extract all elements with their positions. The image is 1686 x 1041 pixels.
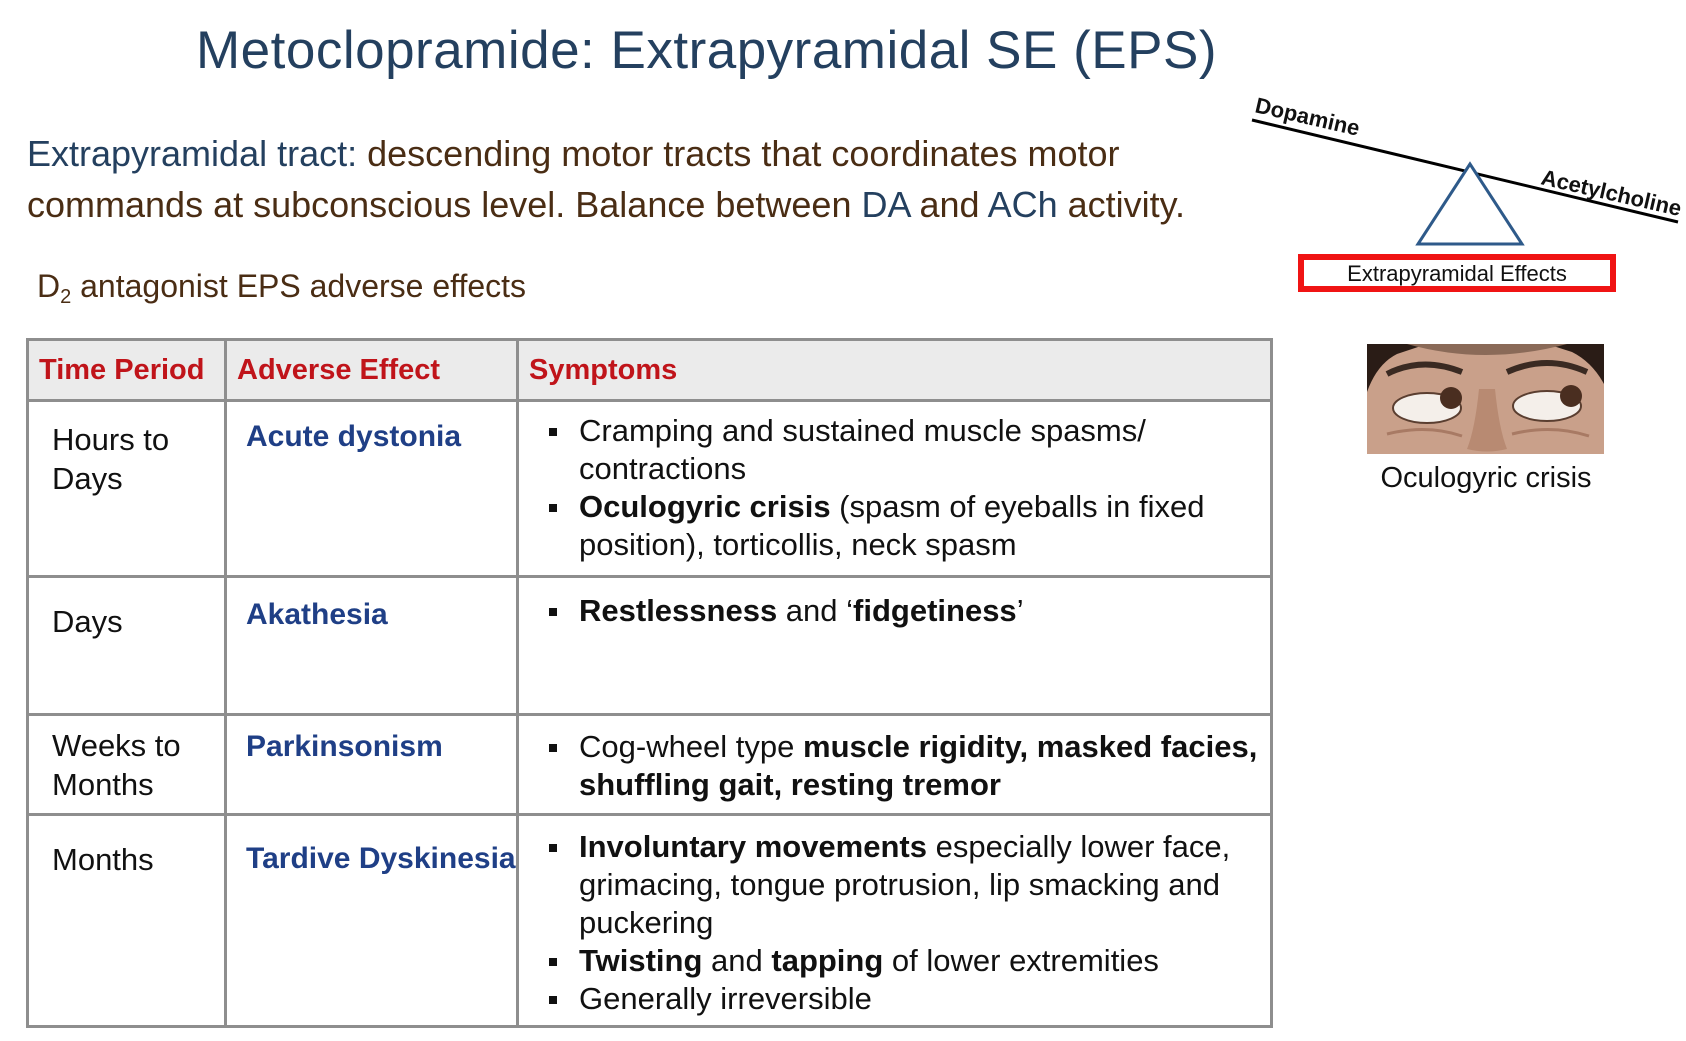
table-row (28, 401, 1272, 577)
subheading-subscript: 2 (60, 286, 72, 308)
subheading-rest: antagonist EPS adverse effects (71, 268, 527, 304)
symptom-text: and (702, 943, 772, 978)
symptom-text: Cramping and sustained muscle spasms/ contractions (579, 413, 1146, 486)
photo-caption: Oculogyric crisis (1380, 462, 1592, 494)
table-row (28, 715, 1272, 815)
symptom-item (543, 942, 1262, 980)
cell-adverse-effect: Parkinsonism (226, 715, 518, 815)
symptom-text: Generally irreversible (579, 981, 872, 1016)
definition-and: and (909, 184, 988, 225)
cell-symptoms (518, 401, 1272, 577)
header-symptoms: Symptoms (518, 340, 1272, 401)
symptom-item (543, 488, 1262, 564)
cell-symptoms (518, 577, 1272, 715)
definition-text (27, 128, 1277, 230)
symptom-bold-text: fidgetiness (853, 593, 1017, 628)
symptom-text: Cog-wheel type (579, 729, 804, 764)
header-time-period: Time Period (28, 340, 226, 401)
symptom-item (543, 412, 1262, 488)
eps-table (26, 338, 1273, 1028)
symptom-bold-text: Oculogyric crisis (579, 489, 831, 524)
cell-adverse-effect: Tardive Dyskinesia (226, 815, 518, 1027)
definition-body: descending motor tracts that coordinates motor commands at subconscious level. Balance between (27, 133, 1120, 225)
table-row (28, 577, 1272, 715)
symptom-text: especially lower face, grimacing, tongue protrusion, lip smacking and puckering (579, 829, 1231, 940)
table-header-row (28, 340, 1272, 401)
symptom-text: (spasm of eyeballs in fixed position), torticollis, neck spasm (579, 489, 1205, 562)
cell-time-period: Weeks to Months (28, 715, 226, 815)
oculogyric-crisis-photo (1367, 344, 1604, 454)
header-adverse-effect: Adverse Effect (226, 340, 518, 401)
cell-time-period: Days (28, 577, 226, 715)
symptom-bold-text: tapping (771, 943, 884, 978)
table-subheading (37, 268, 526, 309)
cell-symptoms (518, 815, 1272, 1027)
extrapyramidal-effects-box: Extrapyramidal Effects (1298, 254, 1616, 292)
symptom-item (543, 592, 1262, 630)
cell-time-period: Months (28, 815, 226, 1027)
symptom-text: and ‘ (777, 593, 854, 628)
definition-da: DA (861, 184, 910, 225)
symptom-text: ’ (1016, 593, 1024, 628)
acetylcholine-label: Acetylcholine (1538, 164, 1684, 222)
seesaw-fulcrum (1418, 164, 1522, 244)
symptom-item (543, 980, 1262, 1018)
symptom-list (543, 412, 1262, 564)
definition-ach: ACh (987, 184, 1058, 225)
definition-colon: : (347, 133, 358, 174)
symptom-item (543, 828, 1262, 942)
subheading-prefix: D (37, 268, 61, 304)
definition-term: Extrapyramidal tract (27, 133, 348, 174)
symptom-bold-text: Twisting (579, 943, 703, 978)
face-illustration (1367, 344, 1604, 454)
symptom-list (543, 728, 1262, 804)
symptom-item (543, 728, 1262, 804)
dopamine-label: Dopamine (1252, 92, 1363, 141)
cell-adverse-effect: Akathesia (226, 577, 518, 715)
table-row (28, 815, 1272, 1027)
cell-symptoms (518, 715, 1272, 815)
definition-end: activity. (1057, 184, 1185, 225)
slide-title: Metoclopramide: Extrapyramidal SE (EPS) (196, 21, 1217, 80)
cell-time-period: Hours to Days (28, 401, 226, 577)
symptom-text: of lower extremities (883, 943, 1159, 978)
symptom-list (543, 828, 1262, 1018)
symptom-bold-text: muscle rigidity, masked facies, shuffling gait, resting tremor (579, 729, 1258, 802)
symptom-bold-text: Involuntary movements (579, 829, 927, 864)
symptom-bold-text: Restlessness (579, 593, 778, 628)
cell-adverse-effect: Acute dystonia (226, 401, 518, 577)
symptom-list (543, 592, 1262, 630)
